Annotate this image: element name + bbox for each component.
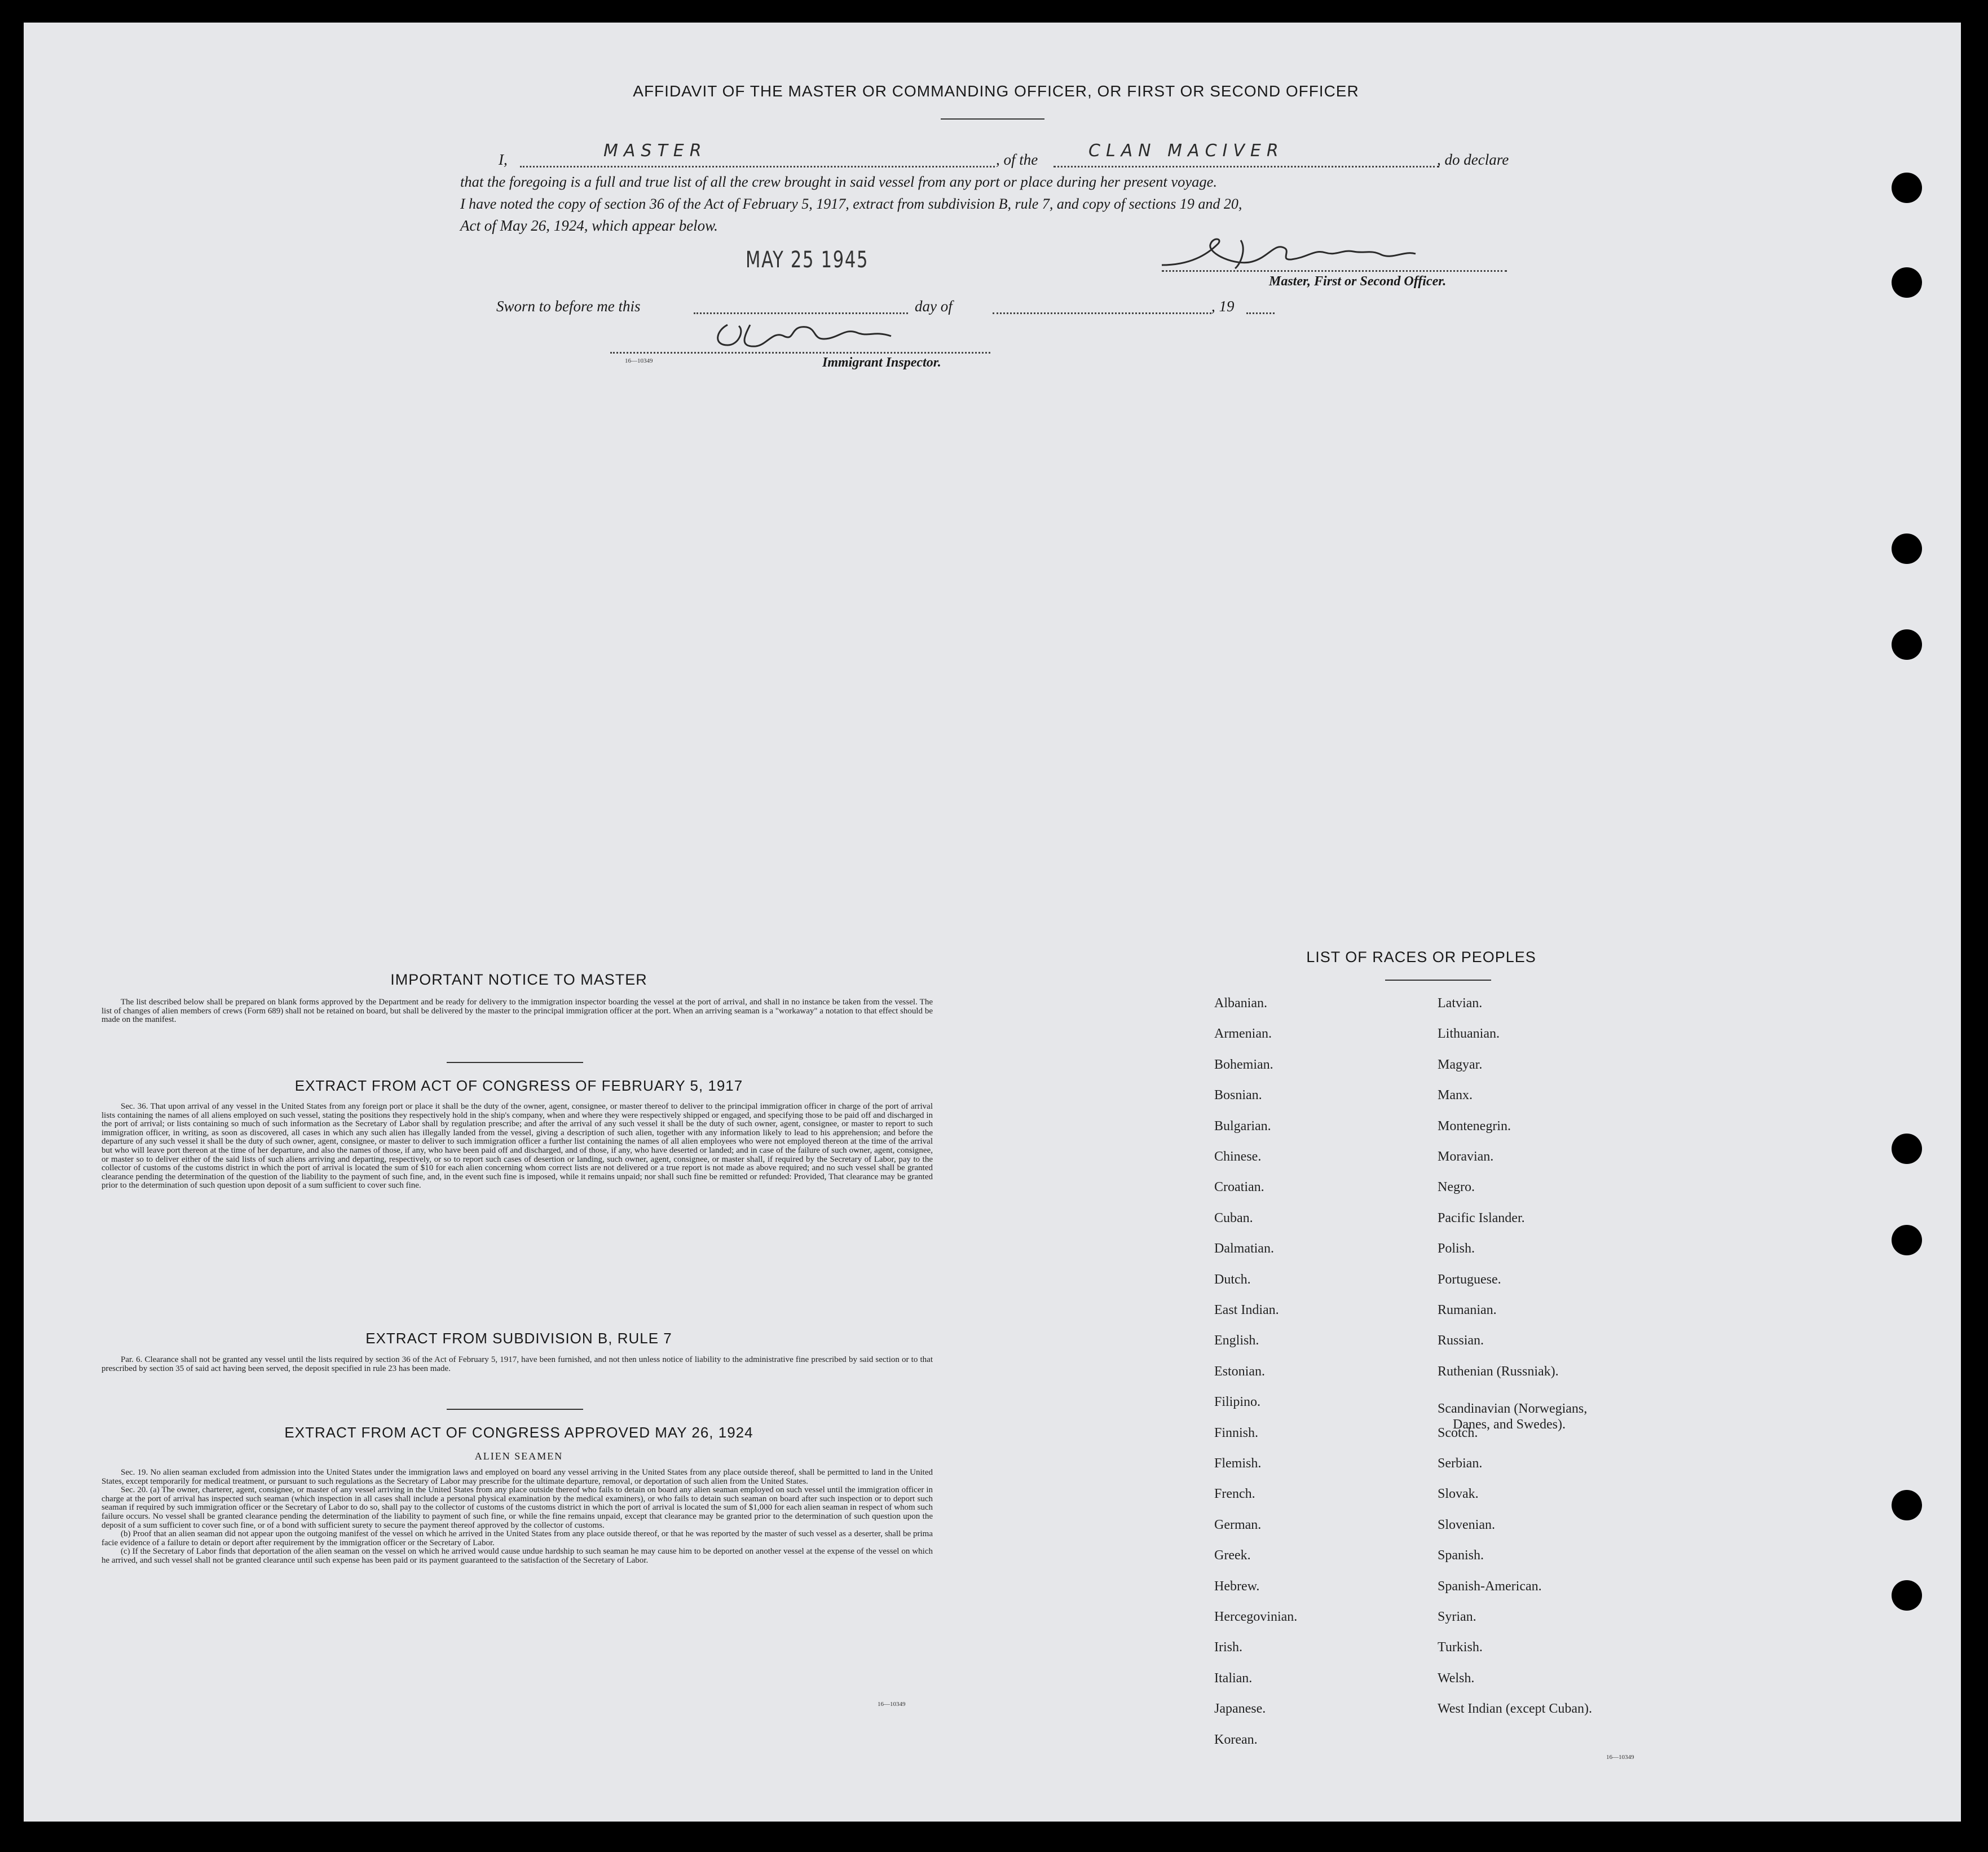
race-item: German.	[1214, 1517, 1262, 1532]
race-item: Pacific Islander.	[1438, 1210, 1525, 1225]
extract1-text: Sec. 36. That upon arrival of any vessel in the United States from any foreign port or place it shall be the duty of the owner, agent, consignee, or master thereof to deliver to the principal immigration officer in charge of the port of arrival lists containing the names of all aliens employed on such vessel, stating the positions they respectively hold in the ship's company, when and where they were respectively shipped or engaged, and specifying those to be paid off and discharged in the port of arrival; or lists containing so much of such information as the Secretary of Labor shall by regulation prescribe; and after the arrival of any such vessel it shall be the duty of such owner, agent, consignee, or master to report to such immigration officer, in writing, as soon as discovered, all cases in which any such alien has illegally landed from the vessel, giving a description of such alien, together with any information likely to lead to his apprehension; and before the departure of any such vessel it shall be the duty of such owner, agent, consignee, or master to deliver to such immigration officer a further list containing the names of all alien employees who were not employed thereon at the time of the arrival but who will leave port thereon at the time of her departure, and also the names of those, if any, who have been paid off and discharged, and of those, if any, who have deserted or landed; and in case of the failure of such owner, agent, consignee, or master so to deliver either of the said lists of such aliens arriving and departing, respectively, or so to report such cases of desertion or landing, such owner, agent, consignee, or master shall, if required by the Secretary of Labor, pay to the collector of customs of the customs district in which the port of arrival is located the sum of $10 for each alien concerning whom correct lists are not delivered or a true report is not made as above required; and no such vessel shall be granted clearance pending the determination of the question of the liability to the payment of such fine, and, in the event such fine is imposed, while it remains unpaid; nor shall such fine be remitted or refunded: Provided, That clearance may be granted prior to the determination of such question upon deposit of a sum sufficient to cover such fine.	[102, 1102, 933, 1190]
race-item: Estonian.	[1214, 1364, 1265, 1379]
race-item: Chinese.	[1214, 1149, 1262, 1164]
race-item: Slovak.	[1438, 1487, 1479, 1502]
extract2-divider	[447, 1409, 583, 1410]
race-item: Russian.	[1438, 1333, 1484, 1348]
inspector-label: Immigrant Inspector.	[822, 355, 941, 370]
races-title: LIST OF RACES OR PEOPLES	[1306, 949, 1536, 965]
punch-hole	[1892, 1490, 1922, 1520]
name-dotted-line	[520, 166, 995, 167]
punch-hole	[1892, 1225, 1922, 1255]
year-prefix: , 19	[1211, 298, 1235, 315]
race-item: Hebrew.	[1214, 1578, 1260, 1594]
race-item: Scandinavian (Norwegians,	[1438, 1401, 1588, 1417]
sworn-text: Sworn to before me this	[496, 298, 641, 315]
race-item: Bohemian.	[1214, 1057, 1273, 1072]
punch-hole	[1892, 173, 1922, 203]
race-item: Japanese.	[1214, 1701, 1266, 1717]
handwritten-vessel-name: CLAN MACIVER	[1088, 141, 1284, 161]
extract2-title: EXTRACT FROM SUBDIVISION B, RULE 7	[365, 1330, 672, 1347]
affidavit-i: I,	[499, 151, 508, 168]
races-form-number: 16—10349	[1606, 1754, 1634, 1761]
race-item: Finnish.	[1214, 1425, 1259, 1440]
race-item: Manx.	[1438, 1088, 1473, 1103]
race-item: Armenian.	[1214, 1026, 1272, 1042]
race-item: French.	[1214, 1487, 1255, 1502]
race-item: Croatian.	[1214, 1180, 1264, 1195]
race-item: Danes, and Swedes).	[1453, 1417, 1566, 1432]
race-item: Dutch.	[1214, 1272, 1251, 1287]
sec-20a-paragraph: Sec. 20. (a) The owner, charterer, agent, consignee, or master of any vessel arriving in the United States from any place outside thereof who fails to detain on board any alien seaman employed on such vessel until the immigration officer in charge at the port of arrival has inspected such seaman (which inspection in all cases shall include a personal physical examination by the medical examiners), or who fails to detain such seaman on board after such inspection or to deport such seaman if required by such immigration officer or the Secretary of Labor to do so, shall pay to the collector of customs of the customs district in which the port of arrival is located the sum of $1,000 for each alien seaman in respect of whom such failure occurs. No vessel shall be granted clearance pending the determination of the liability to payment of such fine, or while the fine remains unpaid, except that clearance may be granted prior to the determination of such question upon the deposit of a sum sufficient to cover such fine, or of a bond with sufficient surety to secure the payment thereof approved by the collector of customs.	[102, 1485, 933, 1530]
race-item: Bulgarian.	[1214, 1118, 1271, 1134]
affidavit-form-number: 16—10349	[625, 358, 653, 364]
race-item: Hercegovinian.	[1214, 1610, 1298, 1624]
race-item: Magyar.	[1438, 1057, 1483, 1072]
affidavit-line-4: Act of May 26, 1924, which appear below.	[460, 217, 718, 234]
punch-hole	[1892, 533, 1922, 564]
race-item: Rumanian.	[1438, 1303, 1497, 1317]
punch-hole	[1892, 267, 1922, 298]
race-item: Irish.	[1214, 1640, 1242, 1655]
extract3-text	[102, 1469, 933, 1566]
affidavit-do-declare: , do declare	[1437, 151, 1509, 168]
affidavit-title: AFFIDAVIT OF THE MASTER OR COMMANDING OFFICER, OR FIRST OR SECOND OFFICER	[633, 82, 1359, 100]
race-item: Ruthenian (Russniak).	[1438, 1364, 1559, 1379]
month-dotted-line	[993, 312, 1211, 314]
race-item: Greek.	[1214, 1548, 1251, 1563]
race-item: Polish.	[1438, 1241, 1475, 1256]
race-item: English.	[1214, 1333, 1259, 1348]
race-item: West Indian (except Cuban).	[1438, 1701, 1592, 1717]
race-item: Cuban.	[1214, 1210, 1253, 1225]
notice-title: IMPORTANT NOTICE TO MASTER	[390, 971, 647, 988]
race-item: Serbian.	[1438, 1456, 1483, 1471]
race-item: Scotch.	[1438, 1425, 1478, 1440]
race-item: Spanish-American.	[1438, 1578, 1542, 1594]
race-item: Spanish.	[1438, 1548, 1484, 1563]
race-item: Flemish.	[1214, 1456, 1262, 1471]
race-item: Slovenian.	[1438, 1517, 1495, 1532]
race-item: Korean.	[1214, 1732, 1258, 1747]
race-item: East Indian.	[1214, 1303, 1279, 1317]
race-item: Turkish.	[1438, 1640, 1483, 1655]
handwritten-master: MASTER	[603, 141, 707, 161]
sec-20c-paragraph: (c) If the Secretary of Labor finds that deportation of the alien seaman on the vessel on which he arrived would cause undue hardship to such seaman he may cause him to be deported on another vessel at the expense of the vessel on which he arrived, and such vessel shall not be granted clearance until such expense has been paid or its payment guaranteed to the satisfaction of the Secretary of Labor.	[102, 1547, 933, 1565]
date-stamp: MAY 25 1945	[746, 247, 869, 273]
race-item: Italian.	[1214, 1670, 1253, 1686]
race-item: Welsh.	[1438, 1670, 1475, 1686]
sec-20b-paragraph: (b) Proof that an alien seaman did not appear upon the outgoing manifest of the vessel on which he arrived in the United States from any place outside thereof, or that he was reported by the master of such vessel as a deserter, shall be prima facie evidence of a failure to detain or deport after requirement by the immigration officer or the Secretary of Labor.	[102, 1529, 933, 1547]
extract3-subtitle: ALIEN SEAMEN	[474, 1450, 563, 1462]
extract1-title: EXTRACT FROM ACT OF CONGRESS OF FEBRUARY 5, 1917	[294, 1077, 743, 1094]
notice-divider	[447, 1062, 583, 1063]
affidavit-line-3: I have noted the copy of section 36 of the Act of February 5, 1917, extract from subdivision B, rule 7, and copy of sections 19 and 20,	[460, 196, 1242, 212]
year-dotted-line	[1246, 312, 1275, 314]
race-item: Syrian.	[1438, 1610, 1476, 1624]
title-divider	[941, 118, 1044, 120]
affidavit-of-the: , of the	[996, 151, 1038, 168]
races-divider	[1385, 980, 1491, 981]
punch-hole	[1892, 1580, 1922, 1611]
master-label: Master, First or Second Officer.	[1269, 274, 1447, 289]
notice-text: The list described below shall be prepared on blank forms approved by the Department and be ready for delivery to the immigration inspector boarding the vessel at the port of arrival, and shall in no instance be taken from the vessel. The list of changes of alien members of crews (Form 689) shall not be retained on board, but shall be delivered by the master to the principal immigration officer at the port. When an arriving seaman is a "workaway" a notation to that effect should be made on the manifest.	[102, 998, 933, 1025]
punch-hole	[1892, 1134, 1922, 1164]
notice-form-number: 16—10349	[878, 1701, 906, 1708]
race-item: Negro.	[1438, 1180, 1475, 1195]
punch-hole	[1892, 629, 1922, 660]
race-item: Bosnian.	[1214, 1088, 1262, 1103]
extract2-text: Par. 6. Clearance shall not be granted any vessel until the lists required by section 36 of the Act of February 5, 1917, have been furnished, and not then unless notice of liability to the administrative fine prescribed by said section or to that prescribed by section 35 of said act having been served, the deposit specified in rule 23 has been made.	[102, 1355, 933, 1373]
race-item: Moravian.	[1438, 1149, 1494, 1164]
race-item: Albanian.	[1214, 996, 1267, 1011]
affidavit-line-2: that the foregoing is a full and true list of all the crew brought in said vessel from any port or place during her present voyage.	[460, 173, 1218, 190]
vessel-dotted-line	[1053, 166, 1439, 167]
race-item: Latvian.	[1438, 996, 1483, 1011]
race-item: Filipino.	[1214, 1395, 1261, 1410]
race-item: Montenegrin.	[1438, 1118, 1511, 1134]
race-item: Lithuanian.	[1438, 1026, 1500, 1042]
sec-19-paragraph: Sec. 19. No alien seaman excluded from admission into the United States under the immigration laws and employed on board any vessel arriving in the United States from any place outside thereof, shall be permitted to land in the United States, except temporarily for medical treatment, or pursuant to such regulations as the Secretary of Labor may prescribe for the ultimate departure, removal, or deportation of such alien from the United States.	[102, 1468, 933, 1486]
race-item: Portuguese.	[1438, 1272, 1501, 1287]
day-of-text: day of	[915, 298, 953, 315]
extract3-title: EXTRACT FROM ACT OF CONGRESS APPROVED MAY 26, 1924	[284, 1424, 753, 1441]
race-item: Dalmatian.	[1214, 1241, 1274, 1256]
